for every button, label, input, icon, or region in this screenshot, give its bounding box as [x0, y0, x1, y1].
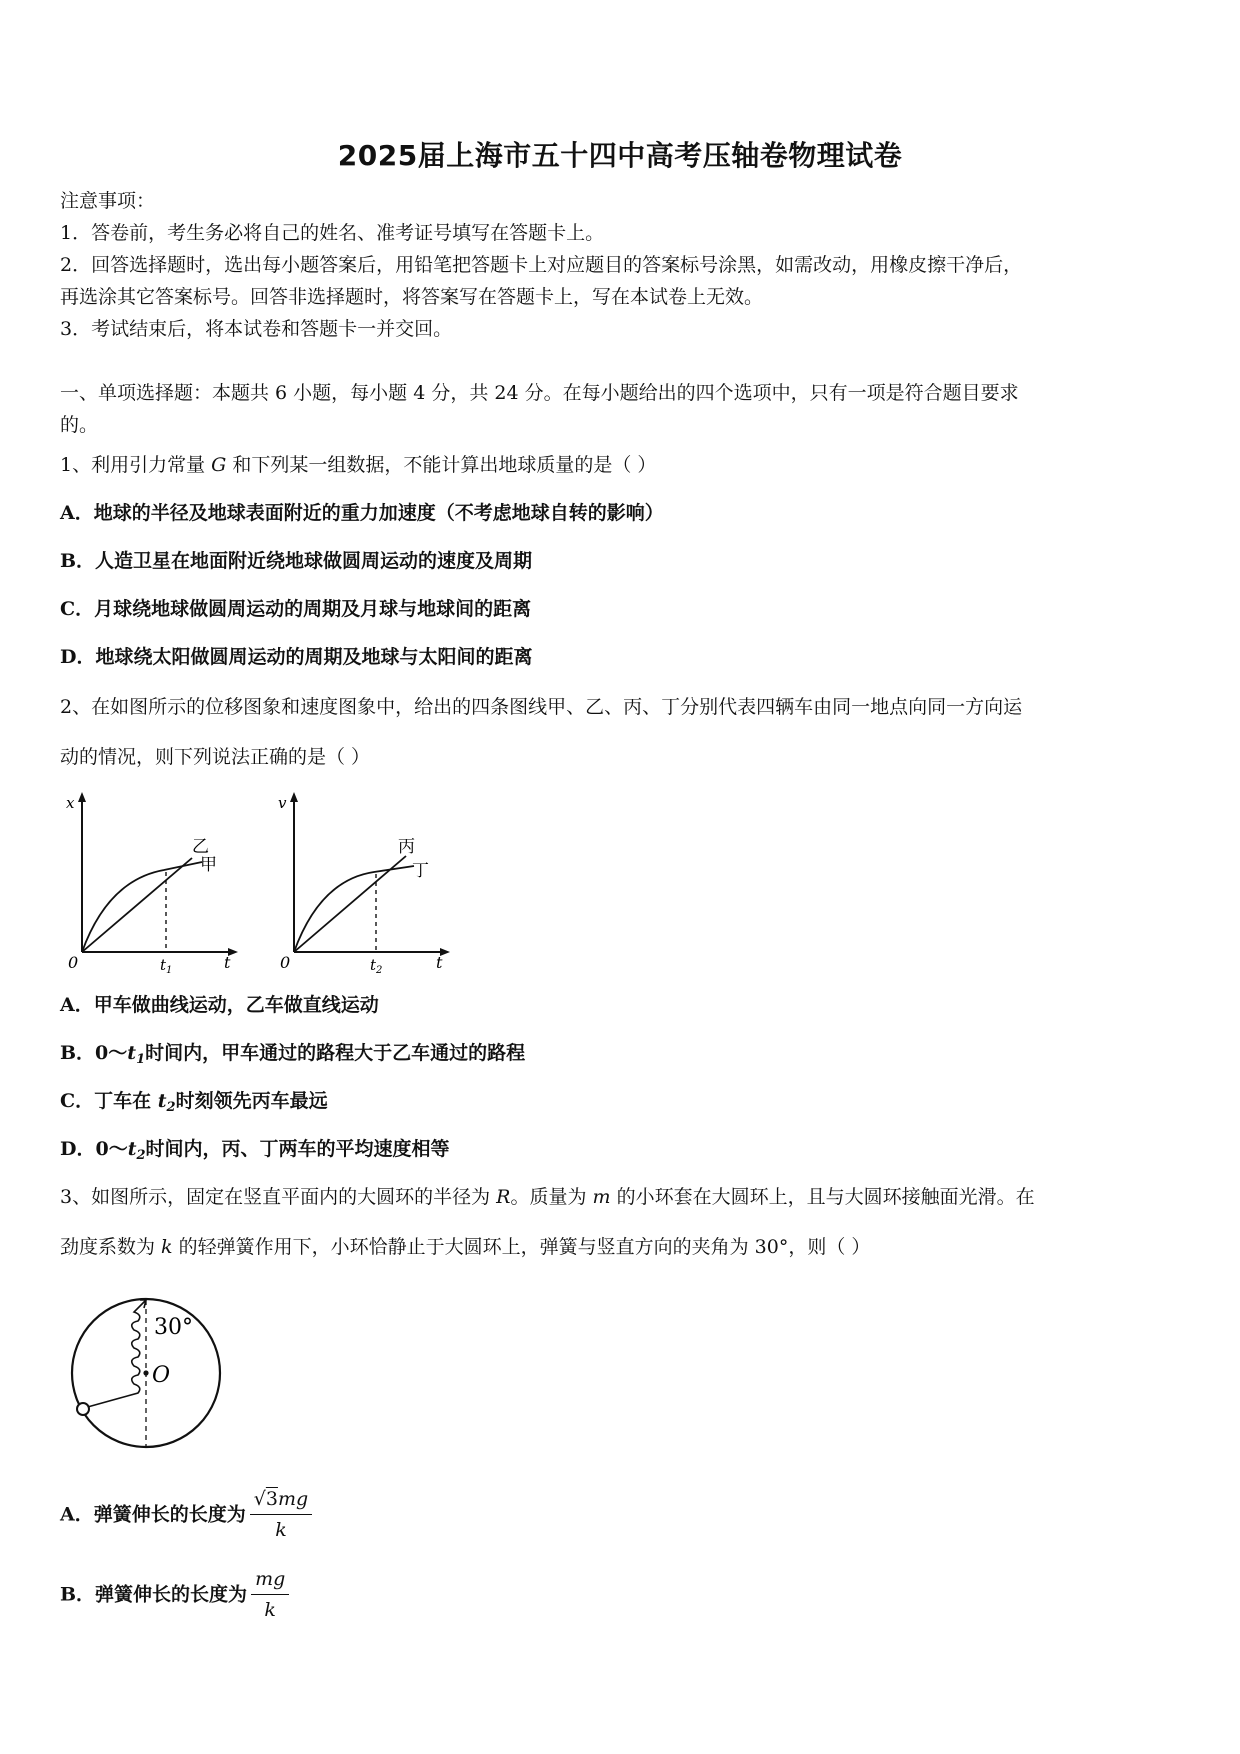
page-title: 2025届上海市五十四中高考压轴卷物理试卷 — [337, 139, 903, 172]
graph2-tick-sub: 2 — [376, 965, 383, 976]
q3-option-a-radicand: 3 — [265, 1488, 278, 1510]
notice-item-1: 1．答卷前，考生务必将自己的姓名、准考证号填写在答题卡上。 — [60, 222, 605, 244]
q3-stem-part: 劲度系数为 — [60, 1236, 162, 1258]
q1-option-a: A．地球的半径及地球表面附近的重力加速度（不考虑地球自转的影响） — [60, 502, 664, 524]
q3-option-a-text: A．弹簧伸长的长度为 — [60, 1503, 246, 1526]
q3-symbol-R: R — [496, 1186, 511, 1208]
q2-option-b-part: B．0～ — [60, 1042, 128, 1064]
q2-option-d-part: D．0～ — [60, 1138, 128, 1160]
q2-graph-velocity — [272, 790, 457, 976]
q3-option-b-denominator: k — [264, 1599, 276, 1621]
q3-stem-part: 。质量为 — [510, 1186, 593, 1208]
q1-option-d: D．地球绕太阳做圆周运动的周期及地球与太阳间的距离 — [60, 646, 533, 668]
q2-option-c-t: t — [157, 1090, 167, 1112]
q3-option-a — [60, 1486, 312, 1543]
q2-option-c-part: 时刻领先丙车最远 — [175, 1090, 328, 1112]
q3-center-label: O — [152, 1363, 171, 1388]
q2-option-d-part: 时间内，丙、丁两车的平均速度相等 — [145, 1138, 450, 1160]
q3-symbol-m: m — [592, 1186, 611, 1208]
q3-ring-figure — [64, 1290, 234, 1456]
q2-option-d-t: t — [127, 1138, 137, 1160]
q2-option-d — [60, 1136, 450, 1169]
graph2-label-ding: 丁 — [412, 861, 429, 881]
q2-option-b-part: 时间内，甲车通过的路程大于乙车通过的路程 — [145, 1042, 526, 1064]
q1-option-c: C．月球绕地球做圆周运动的周期及月球与地球间的距离 — [60, 598, 532, 620]
graph1-label-yi: 乙 — [192, 837, 209, 857]
sqrt-symbol: √ — [253, 1488, 266, 1510]
q3-option-b-numerator: mg — [251, 1566, 289, 1595]
graph1-y-axis-label: x — [66, 794, 75, 812]
graph1-label-jia: 甲 — [200, 855, 217, 875]
q1-option-b: B．人造卫星在地面附近绕地球做圆周运动的速度及周期 — [60, 550, 533, 572]
graph1-tick-t: t — [160, 956, 167, 974]
q2-option-b-t: t — [127, 1042, 137, 1064]
notice-item-3: 3．考试结束后，将本试卷和答题卡一并交回。 — [60, 318, 453, 340]
q1-stem-part: 1、利用引力常量 — [60, 454, 212, 476]
q3-option-a-num-rest: mg — [277, 1488, 309, 1510]
notice-item-2-cont: 再选涂其它答案标号。回答非选择题时，将答案写在答题卡上，写在本试卷上无效。 — [60, 286, 764, 308]
q1-stem-part: 和下列某一组数据，不能计算出地球质量的是（ ） — [226, 454, 657, 476]
q2-option-c-part: C．丁车在 — [60, 1090, 158, 1112]
q3-option-b — [60, 1566, 289, 1623]
q3-stem — [60, 1184, 1035, 1210]
q1-stem-symbol: G — [211, 454, 227, 476]
graph2-tick-t: t — [370, 956, 377, 974]
q3-option-a-numerator — [250, 1486, 312, 1515]
q2-option-b-sub: 1 — [136, 1052, 146, 1067]
q2-option-a: A．甲车做曲线运动，乙车做直线运动 — [60, 994, 379, 1016]
q2-stem-cont: 动的情况，则下列说法正确的是（ ） — [60, 746, 371, 768]
q3-stem-part: 的小环套在大圆环上，且与大圆环接触面光滑。在 — [610, 1186, 1035, 1208]
q1-stem — [60, 452, 656, 478]
graph2-label-bing: 丙 — [398, 837, 415, 857]
q3-stem-cont — [60, 1234, 870, 1260]
q2-option-c — [60, 1088, 328, 1121]
q3-option-b-fraction — [251, 1566, 289, 1623]
q3-option-a-denominator: k — [275, 1519, 287, 1541]
graph2-tick-t2 — [370, 956, 382, 976]
graph1-tick-sub: 1 — [166, 965, 173, 976]
q2-option-b — [60, 1040, 525, 1073]
q2-graph-displacement — [60, 790, 245, 976]
graph1-x-axis-label: t — [224, 953, 231, 972]
graph1-tick-t1 — [160, 956, 172, 976]
q2-option-d-sub: 2 — [136, 1148, 146, 1163]
q3-symbol-k: k — [161, 1236, 173, 1258]
q2-option-c-sub: 2 — [166, 1100, 176, 1115]
q3-stem-part: 3、如图所示，固定在竖直平面内的大圆环的半径为 — [60, 1186, 497, 1208]
q3-option-b-text: B．弹簧伸长的长度为 — [60, 1583, 248, 1606]
q2-stem: 2、在如图所示的位移图象和速度图象中，给出的四条图线甲、乙、丙、丁分别代表四辆车由同一地点向同一方向运 — [60, 696, 1023, 718]
section-heading-cont: 的。 — [60, 414, 99, 436]
q3-angle-label: 30° — [154, 1315, 193, 1340]
q3-option-a-fraction — [250, 1486, 312, 1543]
graph2-origin-label: 0 — [280, 953, 291, 972]
notice-item-2: 2．回答选择题时，选出每小题答案后，用铅笔把答题卡上对应题目的答案标号涂黑，如需改动，用橡皮擦干净后， — [60, 254, 1023, 276]
graph2-x-axis-label: t — [436, 953, 443, 972]
section-heading: 一、单项选择题：本题共 6 小题，每小题 4 分，共 24 分。在每小题给出的四个选项中，只有一项是符合题目要求 — [60, 382, 1019, 404]
graph2-y-axis-label: v — [278, 794, 287, 812]
notice-heading: 注意事项： — [60, 190, 156, 212]
q3-stem-part: 的轻弹簧作用下，小环恰静止于大圆环上，弹簧与竖直方向的夹角为 30°，则（ ） — [172, 1236, 871, 1258]
graph1-origin-label: 0 — [68, 953, 79, 972]
